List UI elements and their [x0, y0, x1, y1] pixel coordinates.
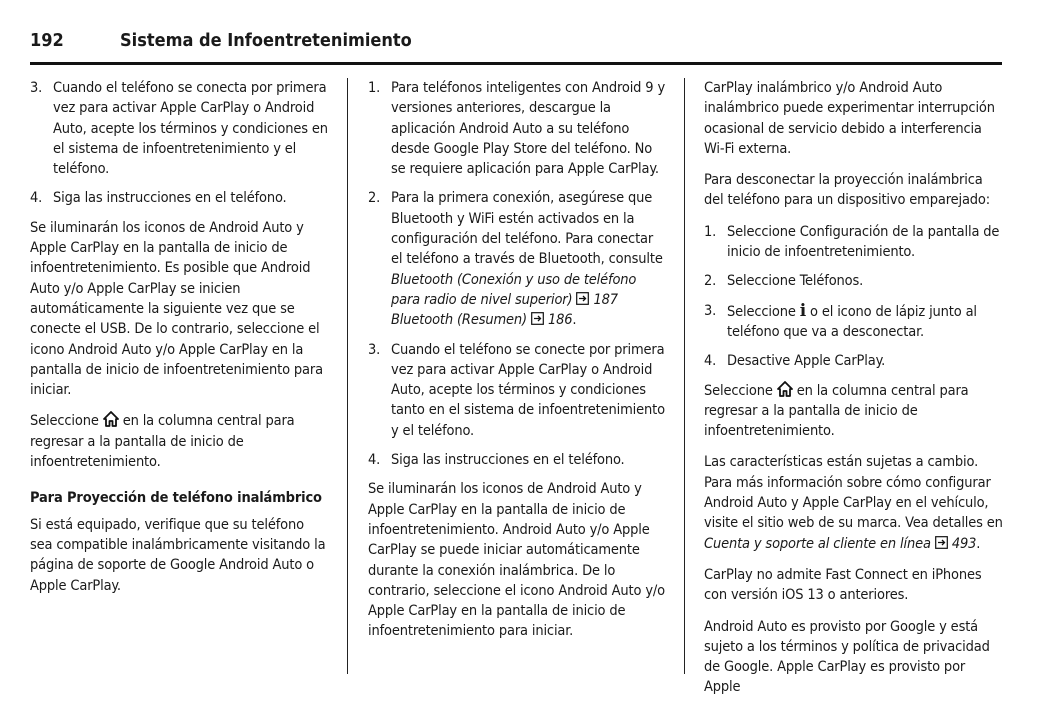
text: Seleccione [30, 413, 99, 430]
text: . [976, 535, 981, 552]
list-item [368, 188, 666, 330]
arrow-reference-icon [935, 536, 948, 549]
step-number: 1. [704, 223, 717, 240]
column-left [30, 78, 330, 607]
step-number: 4. [704, 353, 717, 370]
cross-reference-link[interactable]: Bluetooth (Conexión y uso de teléfono para radio de nivel superior) [391, 271, 637, 308]
text: en la columna central para regresar a la pantalla de inicio de infoentretenimiento. [30, 413, 295, 471]
step-text: Seleccione Configuración de la pantalla de inicio de infoentretenimiento. [727, 223, 1000, 261]
paragraph: Se iluminarán los iconos de Android Auto y Apple CarPlay en la pantalla de inicio de infoentretenimiento. Es posible que Android Auto y/o Apple CarPlay se inicien automáticamente la siguiente vez que se conecte el USB. De lo contrario, seleccione el icono Android Auto y/o Apple CarPlay en la pantalla de inicio de infoentretenimiento para iniciar. [30, 219, 323, 399]
column-divider-left [347, 78, 348, 674]
text: en la columna central para regresar a la pantalla de inicio de infoentretenimiento. [704, 382, 969, 440]
text: Para la primera conexión, asegúrese que Bluetooth y WiFi estén activados en la configuración del teléfono. Para conectar el teléfono a través de Bluetooth, consulte [391, 190, 663, 268]
step-number: 1. [368, 80, 381, 96]
header-rule [30, 62, 1002, 65]
list-item [704, 222, 1004, 263]
paragraph: Para desconectar la proyección inalámbrica del teléfono para un dispositivo emparejado: [704, 172, 991, 209]
step-text: Cuando el teléfono se conecta por primera vez para activar Apple CarPlay o Android Auto, acepte los términos y condiciones en el sistema de infoentretenimiento y el teléfono. [53, 80, 328, 178]
paragraph: Se iluminarán los iconos de Android Auto y Apple CarPlay en la pantalla de inicio de infoentretenimiento. Android Auto y/o Apple CarPlay se puede iniciar automáticamente durante la conexión inalámbrica. De lo contrario, seleccione el icono Android Auto y/o Apple CarPlay en la pantalla de inicio de infoentretenimiento para iniciar. [368, 481, 665, 640]
info-icon: i [799, 300, 807, 321]
page-reference[interactable]: 186 [547, 312, 573, 329]
step-text: Siga las instrucciones en el teléfono. [391, 452, 625, 469]
arrow-reference-icon [576, 292, 589, 305]
step-text: Para teléfonos inteligentes con Android 9 y versiones anteriores, descargue la aplicación Android Auto a su teléfono desde Google Play Store del teléfono. No se requiere aplicación para Apple CarPlay. [391, 80, 666, 178]
step-text: Desactive Apple CarPlay. [727, 353, 886, 370]
step-text: Seleccione Teléfonos. [727, 273, 864, 290]
text: Seleccione [727, 303, 796, 320]
paragraph-with-ref [704, 452, 1004, 553]
arrow-reference-icon [531, 312, 544, 325]
step-text: Siga las instrucciones en el teléfono. [53, 190, 287, 207]
list-item [368, 78, 666, 179]
page-reference[interactable]: 493 [951, 535, 977, 552]
paragraph-home [704, 381, 1004, 442]
text: Las características están sujetas a cambio. Para más información sobre cómo configurar Android Auto y Apple CarPlay en el vehículo, visite el sitio web de su marca. Vea detalles en [704, 454, 1003, 532]
step-number: 3. [368, 341, 381, 358]
list-item [704, 301, 1004, 343]
text: Seleccione [704, 382, 773, 399]
step-number: 3. [704, 302, 717, 319]
page-number: 192 [30, 30, 64, 51]
home-icon [103, 411, 119, 427]
list-item [368, 340, 666, 441]
text: . [572, 312, 577, 329]
paragraph-home [30, 411, 330, 472]
list-item [704, 271, 1004, 291]
cross-reference-link[interactable]: Bluetooth (Resumen) [391, 312, 527, 329]
home-icon [777, 381, 793, 397]
paragraph: CarPlay no admite Fast Connect en iPhones con versión iOS 13 o anteriores. [704, 566, 982, 604]
step-text-with-refs [391, 188, 666, 330]
step-text: Cuando el teléfono se conecte por primera vez para activar Apple CarPlay o Android Auto, acepte los términos y condiciones tanto en el sistema de infoentretenimiento y el teléfono. [391, 341, 665, 439]
paragraph: Si está equipado, verifique que su teléfono sea compatible inalámbricamente visitando la página de soporte de Google Android Auto o Apple CarPlay. [30, 516, 326, 594]
page-title: Sistema de Infoentretenimiento [120, 30, 412, 51]
step-number: 3. [30, 80, 43, 96]
list-item [30, 188, 330, 208]
paragraph: CarPlay inalámbrico y/o Android Auto inalámbrico puede experimentar interrupción ocasional de servicio debido a interferencia Wi-Fi externa. [704, 80, 995, 157]
paragraph: Android Auto es provisto por Google y está sujeto a los términos y política de privacidad de Google. Apple CarPlay es provisto por Apple [704, 618, 990, 696]
page-reference[interactable]: 187 [593, 291, 618, 308]
column-right [704, 78, 1004, 709]
step-number: 2. [704, 273, 717, 290]
column-divider-right [684, 78, 685, 674]
column-middle [368, 78, 666, 653]
step-number: 2. [368, 190, 381, 207]
list-item [30, 78, 330, 179]
list-item [368, 450, 666, 470]
text: o el icono de lápiz junto al teléfono que va a desconectar. [727, 303, 977, 340]
step-number: 4. [30, 190, 43, 207]
step-number: 4. [368, 452, 381, 469]
section-heading: Para Proyección de teléfono inalámbrico [30, 490, 322, 507]
page-header [30, 30, 1002, 60]
step-text-with-icon [727, 301, 1004, 343]
list-item [704, 351, 1004, 371]
cross-reference-link[interactable]: Cuenta y soporte al cliente en línea [704, 535, 931, 552]
